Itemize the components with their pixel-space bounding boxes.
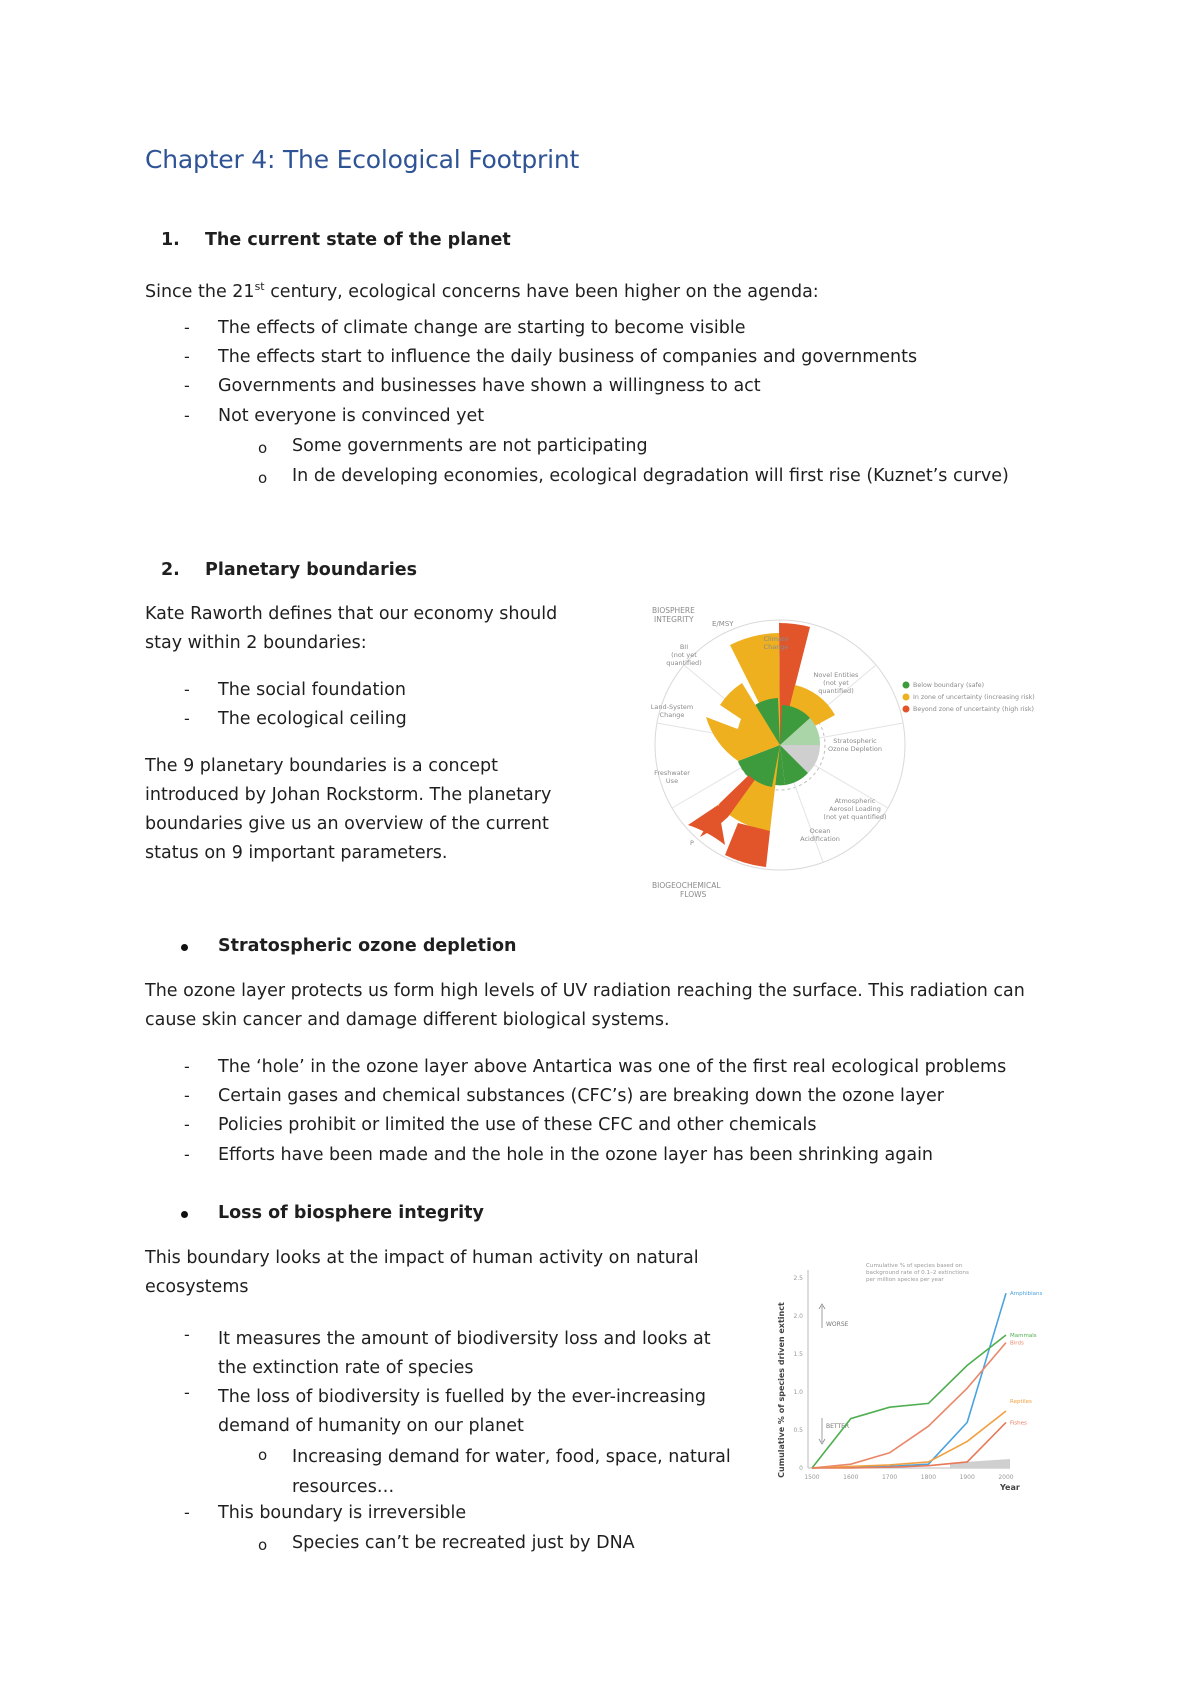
svg-text:In zone of uncertainty (increa: In zone of uncertainty (increasing risk) [913,694,1035,701]
svg-text:Aerosol Loading: Aerosol Loading [829,805,881,813]
extinction-chart [770,1250,1050,1500]
svg-text:Land-System: Land-System [650,703,694,711]
chart-annotation [866,1263,969,1283]
list-item: The ecological ceiling [218,709,407,729]
bullet-dot [181,1211,188,1218]
planetary-boundaries-figure [640,605,1060,905]
x-tick-label: 1500 [804,1474,820,1481]
sub-list-item: Increasing demand for water, food, space, natural resources… [292,1447,731,1497]
better-label: BETTER [826,1423,850,1430]
list-item: Efforts have been made and the hole in the ozone layer has been shrinking again [218,1145,934,1165]
svg-text:BIOSPHERE: BIOSPHERE [652,606,695,615]
list-item: Governments and businesses have shown a willingness to act [218,376,761,396]
svg-text:Cumulative % of species based: Cumulative % of species based on [866,1263,963,1269]
section-2-heading: 2. Planetary boundaries [161,560,417,580]
svg-text:P: P [690,839,694,847]
list-item: The ‘hole’ in the ozone layer above Antartica was one of the first real ecological problems [218,1057,1007,1077]
svg-text:Ocean: Ocean [809,827,831,835]
svg-text:BIOGEOCHEMICAL: BIOGEOCHEMICAL [652,881,721,890]
x-tick-label: 1800 [920,1474,937,1481]
svg-text:Beyond zone of uncertainty (hi: Beyond zone of uncertainty (high risk) [913,706,1034,713]
svg-text:E/MSY: E/MSY [712,620,734,628]
series-label-fishes: Fishes [1010,1420,1027,1427]
worse-label: WORSE [826,1321,849,1328]
svg-text:Below boundary (safe): Below boundary (safe) [913,682,985,689]
series-line-amphibians [812,1293,1006,1468]
series-label-reptiles: Reptiles [1010,1399,1032,1405]
svg-text:Atmospheric: Atmospheric [834,797,876,805]
section-2-paragraph-2: The 9 planetary boundaries is a concept introduced by Johan Rockstorm. The planetary boundaries give us an overview of the current status on 9 important parameters. [145,756,552,863]
svg-text:(not yet: (not yet [823,679,849,687]
svg-text:Change: Change [659,711,685,719]
y-tick-label: 2.0 [793,1313,803,1320]
section-4-heading: Loss of biosphere integrity [218,1203,484,1223]
sub-list-item: Species can’t be recreated just by DNA [292,1533,635,1553]
y-tick-label: 1.0 [793,1389,803,1396]
section-1-heading: 1. The current state of the planet [161,230,511,250]
x-axis-label: Year [1000,1483,1020,1492]
sub-list-item: Some governments are not participating [292,436,648,456]
svg-text:Acidification: Acidification [800,835,840,843]
x-tick-label: 2000 [998,1474,1014,1481]
list-item: This boundary is irreversible [218,1503,467,1523]
list-item: Not everyone is convinced yet [218,406,485,426]
list-item: The effects of climate change are starting to become visible [218,318,746,338]
section-4-list: - It measures the amount of biodiversity loss and looks at the extinction rate of species - The loss of biodiversity is fuelled by the ever-increasing demand of humanity on our planet o Increasing demand for water, food, space, natural resources… - This boundary is irreversible o Species can’t be recreated just by DNA [184,1325,731,1554]
y-tick-label: 1.5 [793,1351,803,1358]
svg-text:Novel Entities: Novel Entities [813,671,859,679]
x-tick-label: 1600 [843,1474,859,1481]
series-line-mammals [812,1335,1006,1468]
legend-red-dot [903,706,910,713]
svg-text:background rate of 0.1–2 extin: background rate of 0.1–2 extinctions [866,1270,969,1276]
svg-text:per million species per year: per million species per year [866,1277,944,1283]
series-label-mammals: Mammals [1010,1333,1037,1339]
section-1-intro: Since the 21st century, ecological concerns have been higher on the agenda: [145,280,819,302]
bullet-dot [181,944,188,951]
section-1-list: - The effects of climate change are starting to become visible - The effects start to influence the daily business of companies and governments - Governments and businesses have shown a willingness to act - Not everyone is convinced yet o Some governments are not participating o In de developing economies, ecological degradation will first rise (Kuznet’s curve) [184,318,1009,487]
svg-text:INTEGRITY: INTEGRITY [654,615,694,624]
section-3-paragraph: The ozone layer protects us form high levels of UV radiation reaching the surface. This radiation can cause skin cancer and damage different biological systems. [145,981,1025,1030]
list-item: It measures the amount of biodiversity loss and looks at the extinction rate of species [218,1329,711,1378]
svg-text:quantified): quantified) [818,687,854,695]
svg-text:FLOWS: FLOWS [680,890,707,899]
x-tick-label: 1700 [881,1474,898,1481]
list-item: Certain gases and chemical substances (CFC’s) are breaking down the ozone layer [218,1086,944,1106]
svg-text:(not yet: (not yet [671,651,697,659]
y-tick-label: 2.5 [793,1275,803,1282]
y-tick-label: 0 [799,1465,803,1472]
svg-text:Freshwater: Freshwater [654,769,690,777]
svg-text:quantified): quantified) [666,659,702,667]
section-4-paragraph: This boundary looks at the impact of human activity on natural ecosystems [145,1248,699,1297]
svg-text:Stratospheric: Stratospheric [833,737,877,745]
legend-green-dot [903,682,910,689]
page-title: Chapter 4: The Ecological Footprint [145,145,580,174]
list-item: The loss of biodiversity is fuelled by the ever-increasing demand of humanity on our planet [218,1387,707,1436]
legend [903,682,1035,714]
list-item: Policies prohibit or limited the use of these CFC and other chemicals [218,1115,817,1135]
x-tick-label: 1900 [959,1474,975,1481]
svg-text:BII: BII [679,643,689,651]
section-2-paragraph-1: Kate Raworth defines that our economy should stay within 2 boundaries: [145,604,558,653]
y-tick-label: 0.5 [793,1427,803,1434]
series-label-amphibians: Amphibians [1010,1291,1043,1298]
svg-text:Climate: Climate [763,635,789,643]
legend-yellow-dot [903,694,910,701]
section-3-list: - The ‘hole’ in the ozone layer above Antartica was one of the first real ecological problems - Certain gases and chemical substances (CFC’s) are breaking down the ozone layer - Policies prohibit or limited the use of these CFC and other chemicals - Efforts have been made and the hole in the ozone layer has been shrinking again [184,1057,1007,1165]
svg-text:Use: Use [665,777,679,785]
series-label-birds: Birds [1010,1340,1024,1347]
section-2-list: - The social foundation - The ecological ceiling [184,680,407,729]
svg-text:Change: Change [763,643,789,651]
svg-text:(not yet quantified): (not yet quantified) [823,813,887,821]
section-3-heading: Stratospheric ozone depletion [218,936,517,956]
y-axis-label: Cumulative % of species driven extinct [777,1302,786,1478]
sub-list-item: In de developing economies, ecological degradation will first rise (Kuznet’s curve) [292,466,1009,486]
list-item: The social foundation [218,680,406,700]
list-item: The effects start to influence the daily business of companies and governments [218,347,918,367]
svg-text:Ozone Depletion: Ozone Depletion [827,745,883,753]
